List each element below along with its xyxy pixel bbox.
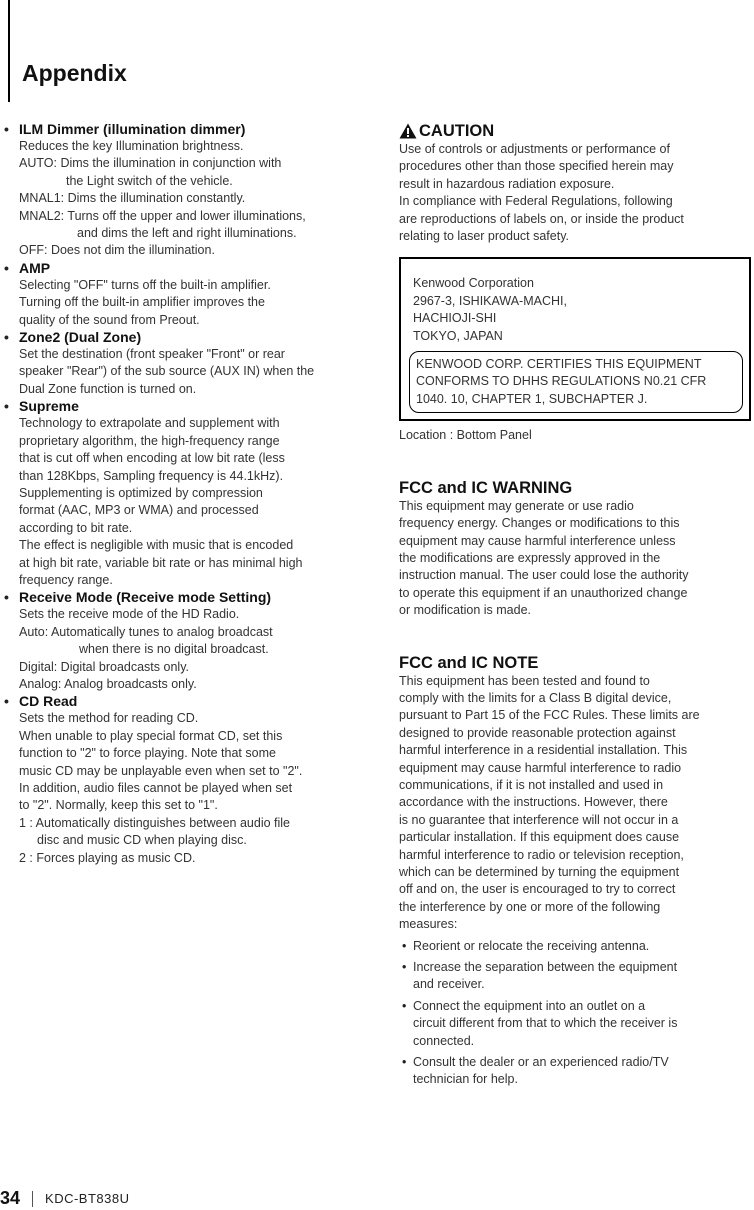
- text-line: to operate this equipment if an unauthorized change: [399, 585, 688, 600]
- text-line: This equipment may generate or use radio: [399, 498, 634, 513]
- setting-zone2: [4, 329, 372, 398]
- caution-heading: [399, 121, 751, 141]
- setting-line: frequency range.: [19, 572, 113, 587]
- setting-line: and dims the left and right illuminations.: [77, 226, 297, 241]
- text-line: KENWOOD CORP. CERTIFIES THIS EQUIPMENT: [416, 357, 702, 372]
- text-line: 2967-3, ISHIKAWA-MACHI,: [413, 293, 567, 308]
- warning-triangle-icon: [399, 123, 417, 139]
- measure-item: [399, 938, 751, 955]
- certification-box: [409, 351, 743, 413]
- text-line: 1040. 10, CHAPTER 1, SUBCHAPTER J.: [416, 391, 648, 406]
- bullet: •: [4, 398, 9, 415]
- setting-line: 2 : Forces playing as music CD.: [19, 850, 196, 865]
- setting-line: When unable to play special format CD, set this: [19, 728, 283, 743]
- text-line: or modification is made.: [399, 603, 532, 618]
- measure-line: Connect the equipment into an outlet on a: [413, 998, 646, 1013]
- settings-column: [4, 121, 372, 867]
- bullet: •: [4, 693, 9, 710]
- setting-title: Supreme: [19, 398, 79, 415]
- setting-receive-mode: [4, 589, 372, 693]
- bullet: •: [4, 329, 9, 346]
- setting-line: MNAL1: Dims the illumination constantly.: [19, 191, 246, 206]
- footer-divider: [32, 1191, 33, 1207]
- page-number: 34: [0, 1188, 21, 1208]
- measure-line: and receiver.: [413, 977, 485, 992]
- text-line: is no guarantee that interference will not occur in a: [399, 812, 679, 827]
- bullet: •: [402, 960, 407, 975]
- text-line: result in hazardous radiation exposure.: [399, 176, 615, 191]
- setting-line: Technology to extrapolate and supplement with: [19, 416, 280, 431]
- page-title: Appendix: [22, 60, 127, 86]
- setting-line: the Light switch of the vehicle.: [66, 173, 233, 188]
- text-line: comply with the limits for a Class B digital device,: [399, 690, 672, 705]
- text-line: harmful interference in a residential installation. This: [399, 743, 688, 758]
- fcc-warning-heading: FCC and IC WARNING: [399, 478, 573, 497]
- setting-amp: [4, 260, 372, 329]
- text-line: This equipment has been tested and found to: [399, 673, 650, 688]
- setting-line: speaker "Rear") of the sub source (AUX IN) when the: [19, 364, 315, 379]
- text-line: the modifications are expressly approved in the: [399, 550, 661, 565]
- caution-title: CAUTION: [419, 122, 495, 140]
- setting-title: CD Read: [19, 693, 78, 710]
- setting-title: Receive Mode (Receive mode Setting): [19, 589, 272, 606]
- bullet: •: [4, 121, 9, 137]
- setting-line: 1 : Automatically distinguishes between audio file: [19, 815, 290, 830]
- page-footer: [0, 1188, 130, 1209]
- bullet: •: [4, 259, 9, 276]
- measure-item: [399, 959, 751, 994]
- setting-line: Reduces the key Illumination brightness.: [19, 139, 244, 153]
- label-location: Location : Bottom Panel: [399, 428, 532, 443]
- measure-line: Consult the dealer or an experienced radio/TV: [413, 1055, 669, 1070]
- text-line: designed to provide reasonable protection against: [399, 725, 676, 740]
- setting-line: Sets the receive mode of the HD Radio.: [19, 607, 240, 622]
- setting-line: function to "2" to force playing. Note that some: [19, 746, 276, 761]
- fcc-note-text: [399, 673, 751, 934]
- bullet: •: [402, 938, 407, 953]
- setting-line: disc and music CD when playing disc.: [37, 833, 247, 848]
- setting-line: that is cut off when encoding at low bit rate (less: [19, 451, 285, 466]
- fcc-note-heading: FCC and IC NOTE: [399, 653, 539, 672]
- setting-line: Turning off the built-in amplifier improves the: [19, 295, 265, 310]
- setting-line: quality of the sound from Preout.: [19, 312, 200, 327]
- measure-line: Increase the separation between the equipment: [413, 960, 678, 975]
- text-line: HACHIOJI-SHI: [413, 311, 497, 326]
- setting-line: Analog: Analog broadcasts only.: [19, 676, 197, 691]
- measure-line: circuit different from that to which the receiver is: [413, 1016, 678, 1031]
- bullet: •: [4, 589, 9, 606]
- text-line: relating to laser product safety.: [399, 229, 569, 244]
- text-line: the interference by one or more of the following: [399, 899, 661, 914]
- fcc-warning-text: [399, 498, 751, 620]
- text-line: equipment may cause harmful interference to radio: [399, 760, 682, 775]
- setting-ilm-dimmer: [4, 121, 372, 260]
- bullet: •: [402, 1055, 407, 1070]
- bullet: •: [402, 998, 407, 1013]
- text-line: which can be determined by turning the equipment: [399, 865, 680, 879]
- caution-text: [399, 141, 751, 245]
- setting-line: Selecting "OFF" turns off the built-in amplifier.: [19, 277, 271, 292]
- text-line: pursuant to Part 15 of the FCC Rules. These limits are: [399, 708, 700, 723]
- setting-title: Zone2 (Dual Zone): [19, 329, 142, 346]
- measure-item: [399, 998, 751, 1050]
- setting-line: The effect is negligible with music that is encoded: [19, 538, 294, 553]
- text-line: measures:: [399, 917, 458, 932]
- laser-safety-label: [399, 257, 751, 421]
- setting-cd-read: [4, 693, 372, 867]
- text-line: Use of controls or adjustments or performance of: [399, 142, 670, 156]
- setting-line: AUTO: Dims the illumination in conjunction with: [19, 156, 282, 171]
- text-line: frequency energy. Changes or modifications to this: [399, 516, 680, 531]
- text-line: instruction manual. The user could lose the authority: [399, 568, 689, 583]
- setting-line: when there is no digital broadcast.: [79, 642, 269, 657]
- setting-supreme: [4, 398, 372, 589]
- setting-line: Auto: Automatically tunes to analog broadcast: [19, 624, 273, 639]
- fcc-measures-list: [399, 938, 751, 1089]
- setting-title: ILM Dimmer (illumination dimmer): [19, 121, 246, 137]
- measure-line: technician for help.: [413, 1072, 518, 1087]
- setting-line: OFF: Does not dim the illumination.: [19, 243, 215, 258]
- text-line: are reproductions of labels on, or inside the product: [399, 211, 684, 226]
- measure-item: [399, 1054, 751, 1089]
- notices-column: [399, 121, 751, 1093]
- text-line: off and on, the user is encouraged to try to correct: [399, 882, 676, 897]
- text-line: CONFORMS TO DHHS REGULATIONS N0.21 CFR: [416, 374, 707, 389]
- setting-line: MNAL2: Turns off the upper and lower illuminations,: [19, 208, 306, 223]
- setting-line: Supplementing is optimized by compression: [19, 485, 263, 500]
- text-line: communications, if it is not installed and used in: [399, 777, 664, 792]
- setting-line: according to bit rate.: [19, 520, 133, 535]
- text-line: harmful interference to radio or television reception,: [399, 847, 684, 862]
- header-rule: [8, 0, 10, 102]
- setting-line: format (AAC, MP3 or WMA) and processed: [19, 503, 259, 518]
- measure-line: Reorient or relocate the receiving antenna.: [413, 938, 650, 953]
- model-number: KDC-BT838U: [45, 1191, 130, 1206]
- text-line: TOKYO, JAPAN: [413, 328, 503, 343]
- certification-text: [416, 356, 734, 408]
- text-line: procedures other than those specified herein may: [399, 159, 674, 174]
- text-line: equipment may cause harmful interference unless: [399, 533, 676, 548]
- setting-line: than 128Kbps, Sampling frequency is 44.1kHz).: [19, 468, 284, 483]
- setting-line: In addition, audio files cannot be played when set: [19, 781, 293, 795]
- measure-line: connected.: [413, 1033, 475, 1048]
- label-address: [413, 275, 739, 345]
- text-line: particular installation. If this equipment does cause: [399, 830, 680, 845]
- setting-line: Dual Zone function is turned on.: [19, 381, 197, 396]
- text-line: In compliance with Federal Regulations, following: [399, 194, 673, 209]
- setting-line: to "2". Normally, keep this set to "1".: [19, 798, 218, 813]
- setting-title: AMP: [19, 259, 51, 276]
- setting-line: at high bit rate, variable bit rate or has minimal high: [19, 555, 303, 570]
- setting-line: music CD may be unplayable even when set to "2".: [19, 763, 303, 778]
- text-line: accordance with the instructions. However, there: [399, 795, 668, 810]
- setting-line: Digital: Digital broadcasts only.: [19, 659, 189, 674]
- setting-line: Sets the method for reading CD.: [19, 711, 199, 726]
- text-line: Kenwood Corporation: [413, 276, 534, 291]
- setting-line: proprietary algorithm, the high-frequency range: [19, 433, 280, 448]
- setting-line: Set the destination (front speaker "Front" or rear: [19, 347, 285, 362]
